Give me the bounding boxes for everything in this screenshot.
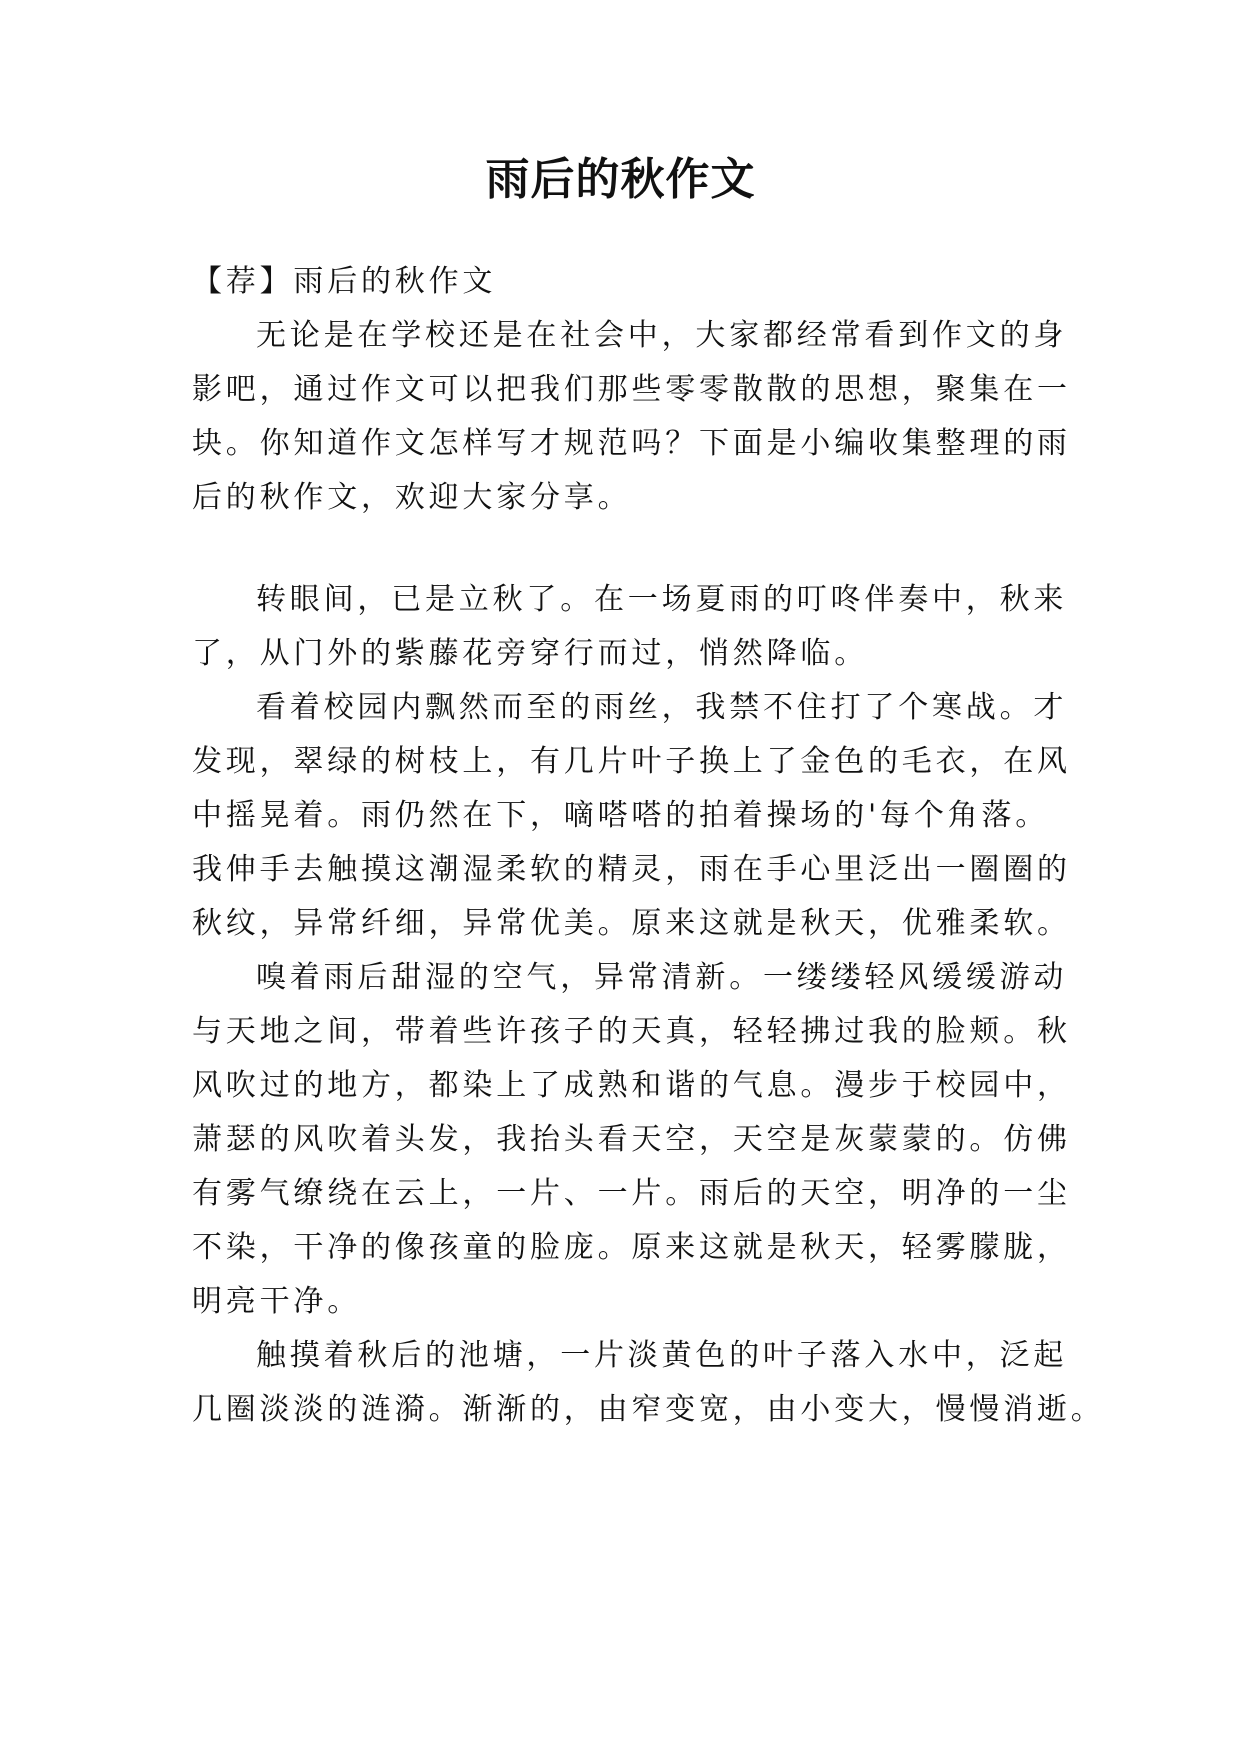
paragraph-line: 发现，翠绿的树枝上，有几片叶子换上了金色的毛衣，在风: [192, 744, 1071, 779]
paragraph-line: 影吧，通过作文可以把我们那些零零散散的思想，聚集在一: [192, 372, 1071, 407]
paragraph-line: 触摸着秋后的池塘，一片淡黄色的叶子落入水中，泛起: [256, 1338, 1068, 1373]
paragraph-line: 嗅着雨后甜湿的空气，异常清新。一缕缕轻风缓缓游动: [256, 960, 1068, 995]
paragraph-line: 无论是在学校还是在社会中，大家都经常看到作文的身: [256, 318, 1068, 353]
paragraph-line: 了，从门外的紫藤花旁穿行而过，悄然降临。: [192, 636, 868, 671]
paragraph-line: 有雾气缭绕在云上，一片、一片。雨后的天空，明净的一尘: [192, 1176, 1071, 1211]
paragraph-line: 与天地之间，带着些许孩子的天真，轻轻拂过我的脸颊。秋: [192, 1014, 1071, 1049]
document-title: 雨后的秋作文: [485, 154, 756, 205]
paragraph-line: 我伸手去触摸这潮湿柔软的精灵，雨在手心里泛出一圈圈的: [192, 852, 1071, 887]
paragraph-line: 风吹过的地方，都染上了成熟和谐的气息。漫步于校园中，: [192, 1068, 1071, 1103]
paragraph-line: 看着校园内飘然而至的雨丝，我禁不住打了个寒战。才: [256, 690, 1068, 725]
paragraph-line: 萧瑟的风吹着头发，我抬头看天空，天空是灰蒙蒙的。仿佛: [192, 1122, 1071, 1157]
document-subtitle: 【荐】雨后的秋作文: [192, 264, 497, 299]
paragraph-line: 不染，干净的像孩童的脸庞。原来这就是秋天，轻雾朦胧，: [192, 1230, 1071, 1265]
paragraph-line: 块。你知道作文怎样写才规范吗？下面是小编收集整理的雨: [192, 426, 1071, 461]
paragraph-line: 几圈淡淡的涟漪。渐渐的，由窄变宽，由小变大，慢慢消逝。: [192, 1392, 1105, 1427]
paragraph-line: 秋纹，异常纤细，异常优美。原来这就是秋天，优雅柔软。: [192, 906, 1071, 941]
paragraph-line: 明亮干净。: [192, 1284, 361, 1319]
paragraph-line: 中摇晃着。雨仍然在下，嘀嗒嗒的拍着操场的'每个角落。: [192, 798, 1050, 833]
paragraph-line: 后的秋作文，欢迎大家分享。: [192, 480, 632, 515]
paragraph-line: 转眼间，已是立秋了。在一场夏雨的叮咚伴奏中，秋来: [256, 582, 1068, 617]
